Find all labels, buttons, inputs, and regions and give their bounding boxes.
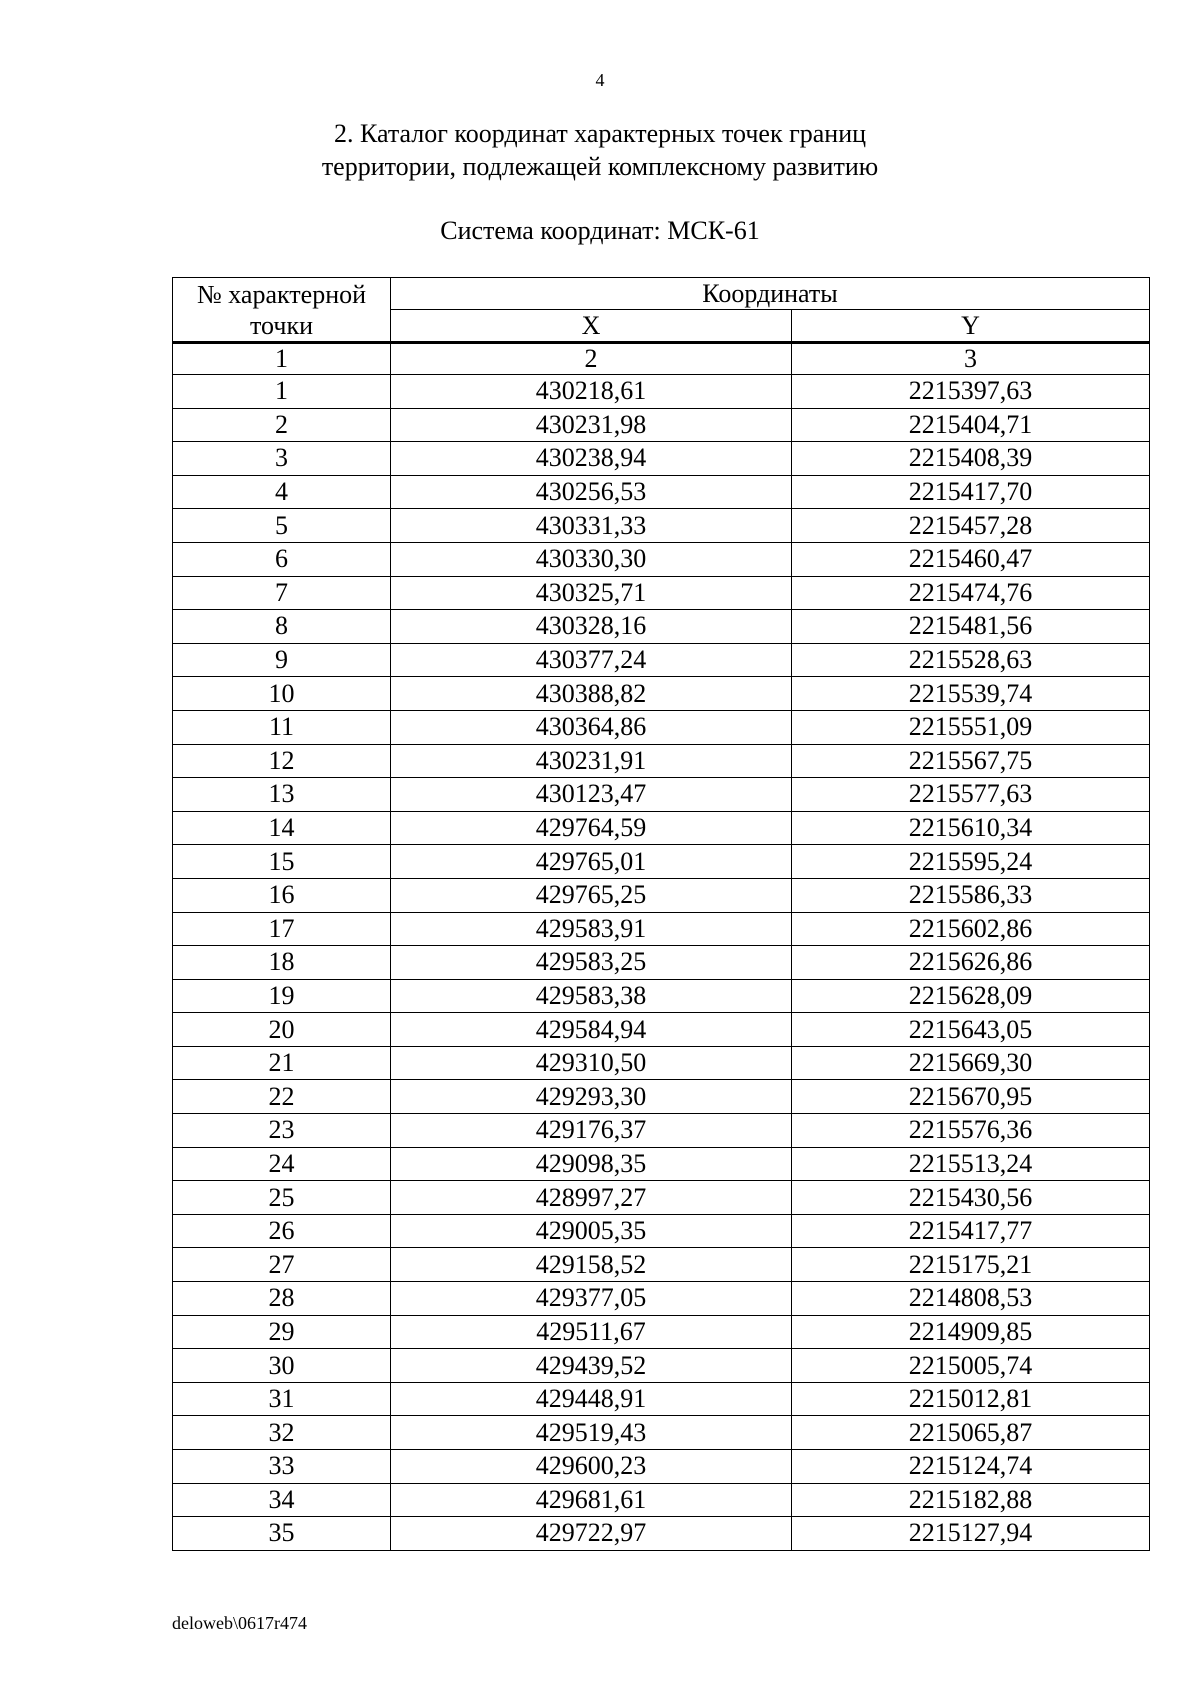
x-coordinate-cell: 429448,91 [391, 1382, 792, 1416]
y-coordinate-cell: 2215577,63 [792, 778, 1150, 812]
header-y: Y [792, 310, 1150, 343]
y-coordinate-cell: 2215474,76 [792, 576, 1150, 610]
x-coordinate-cell: 430123,47 [391, 778, 792, 812]
coordinate-system-label: Система координат: МСК-61 [440, 216, 760, 245]
point-number-cell: 30 [173, 1349, 391, 1383]
header-point-line-2: точки [250, 310, 313, 340]
coordinates-table [172, 277, 1150, 1551]
table-row [173, 710, 1150, 744]
point-number-cell: 7 [173, 576, 391, 610]
header-coordinates: Координаты [391, 278, 1150, 310]
x-coordinate-cell: 430364,86 [391, 710, 792, 744]
header-point-line-1: № характерной [196, 279, 367, 309]
y-coordinate-cell: 2215628,09 [792, 979, 1150, 1013]
table-header [173, 278, 1150, 343]
y-coordinate-cell: 2215669,30 [792, 1046, 1150, 1080]
point-number-cell: 21 [173, 1046, 391, 1080]
y-coordinate-cell: 2215513,24 [792, 1147, 1150, 1181]
title-line-1: 2. Каталог координат характерных точек границ [333, 119, 867, 148]
column-number-row [173, 343, 1150, 375]
x-coordinate-cell: 430331,33 [391, 509, 792, 543]
y-coordinate-cell: 2215602,86 [792, 912, 1150, 946]
x-coordinate-cell: 429511,67 [391, 1315, 792, 1349]
y-coordinate-cell: 2215417,77 [792, 1214, 1150, 1248]
y-coordinate-cell: 2215065,87 [792, 1416, 1150, 1450]
point-number-cell: 35 [173, 1517, 391, 1551]
y-coordinate-cell: 2215397,63 [792, 375, 1150, 409]
x-coordinate-cell: 429583,91 [391, 912, 792, 946]
header-x: X [391, 310, 792, 343]
table-row [173, 878, 1150, 912]
x-coordinate-cell: 430377,24 [391, 643, 792, 677]
y-coordinate-cell: 2215175,21 [792, 1248, 1150, 1282]
x-coordinate-cell: 429765,25 [391, 878, 792, 912]
table-row [173, 610, 1150, 644]
point-number-cell: 12 [173, 744, 391, 778]
point-number-cell: 25 [173, 1181, 391, 1215]
table-row [173, 1013, 1150, 1047]
point-number-cell: 2 [173, 408, 391, 442]
y-coordinate-cell: 2215586,33 [792, 878, 1150, 912]
table-row [173, 1080, 1150, 1114]
y-coordinate-cell: 2215670,95 [792, 1080, 1150, 1114]
point-number-cell: 4 [173, 475, 391, 509]
x-coordinate-cell: 429600,23 [391, 1450, 792, 1484]
y-coordinate-cell: 2215404,71 [792, 408, 1150, 442]
document-title [0, 117, 1200, 183]
table-row [173, 1214, 1150, 1248]
point-number-cell: 32 [173, 1416, 391, 1450]
point-number-cell: 16 [173, 878, 391, 912]
table-row [173, 1114, 1150, 1148]
x-coordinate-cell: 429098,35 [391, 1147, 792, 1181]
table-row [173, 1349, 1150, 1383]
y-coordinate-cell: 2214909,85 [792, 1315, 1150, 1349]
table-row [173, 408, 1150, 442]
x-coordinate-cell: 430231,91 [391, 744, 792, 778]
table-row [173, 1282, 1150, 1316]
y-coordinate-cell: 2215430,56 [792, 1181, 1150, 1215]
x-coordinate-cell: 429439,52 [391, 1349, 792, 1383]
table-row [173, 778, 1150, 812]
table-row [173, 1147, 1150, 1181]
table-row [173, 811, 1150, 845]
column-number: 1 [173, 343, 391, 375]
header-point-number [173, 278, 391, 343]
y-coordinate-cell: 2215124,74 [792, 1450, 1150, 1484]
point-number-cell: 22 [173, 1080, 391, 1114]
column-number: 3 [792, 343, 1150, 375]
y-coordinate-cell: 2215643,05 [792, 1013, 1150, 1047]
y-coordinate-cell: 2215127,94 [792, 1517, 1150, 1551]
column-number: 2 [391, 343, 792, 375]
y-coordinate-cell: 2215576,36 [792, 1114, 1150, 1148]
point-number-cell: 18 [173, 946, 391, 980]
y-coordinate-cell: 2214808,53 [792, 1282, 1150, 1316]
table-row [173, 542, 1150, 576]
table-row [173, 442, 1150, 476]
point-number-cell: 1 [173, 375, 391, 409]
x-coordinate-cell: 429584,94 [391, 1013, 792, 1047]
table-row [173, 912, 1150, 946]
x-coordinate-cell: 430238,94 [391, 442, 792, 476]
x-coordinate-cell: 429176,37 [391, 1114, 792, 1148]
page-number: 4 [595, 70, 605, 90]
x-coordinate-cell: 430231,98 [391, 408, 792, 442]
x-coordinate-cell: 429519,43 [391, 1416, 792, 1450]
point-number-cell: 24 [173, 1147, 391, 1181]
table-body [173, 343, 1150, 1551]
point-number-cell: 27 [173, 1248, 391, 1282]
x-coordinate-cell: 429310,50 [391, 1046, 792, 1080]
y-coordinate-cell: 2215610,34 [792, 811, 1150, 845]
y-coordinate-cell: 2215457,28 [792, 509, 1150, 543]
point-number-cell: 19 [173, 979, 391, 1013]
table-row [173, 1046, 1150, 1080]
point-number-cell: 34 [173, 1483, 391, 1517]
point-number-cell: 6 [173, 542, 391, 576]
y-coordinate-cell: 2215417,70 [792, 475, 1150, 509]
point-number-cell: 13 [173, 778, 391, 812]
table-row [173, 946, 1150, 980]
y-coordinate-cell: 2215005,74 [792, 1349, 1150, 1383]
y-coordinate-cell: 2215481,56 [792, 610, 1150, 644]
table-row [173, 979, 1150, 1013]
table-row [173, 1517, 1150, 1551]
table-row [173, 509, 1150, 543]
title-line-2: территории, подлежащей комплексному развитию [321, 152, 879, 181]
x-coordinate-cell: 429158,52 [391, 1248, 792, 1282]
point-number-cell: 17 [173, 912, 391, 946]
x-coordinate-cell: 429005,35 [391, 1214, 792, 1248]
table-row [173, 1483, 1150, 1517]
point-number-cell: 3 [173, 442, 391, 476]
y-coordinate-cell: 2215408,39 [792, 442, 1150, 476]
x-coordinate-cell: 429583,25 [391, 946, 792, 980]
y-coordinate-cell: 2215460,47 [792, 542, 1150, 576]
point-number-cell: 28 [173, 1282, 391, 1316]
point-number-cell: 11 [173, 710, 391, 744]
point-number-cell: 14 [173, 811, 391, 845]
point-number-cell: 9 [173, 643, 391, 677]
table-row [173, 576, 1150, 610]
y-coordinate-cell: 2215567,75 [792, 744, 1150, 778]
x-coordinate-cell: 429722,97 [391, 1517, 792, 1551]
x-coordinate-cell: 430388,82 [391, 677, 792, 711]
table-row [173, 845, 1150, 879]
x-coordinate-cell: 430328,16 [391, 610, 792, 644]
x-coordinate-cell: 429377,05 [391, 1282, 792, 1316]
y-coordinate-cell: 2215539,74 [792, 677, 1150, 711]
point-number-cell: 31 [173, 1382, 391, 1416]
x-coordinate-cell: 429681,61 [391, 1483, 792, 1517]
table-row [173, 643, 1150, 677]
table-row [173, 1248, 1150, 1282]
y-coordinate-cell: 2215012,81 [792, 1382, 1150, 1416]
table-row [173, 744, 1150, 778]
table-row [173, 677, 1150, 711]
table-row [173, 475, 1150, 509]
x-coordinate-cell: 429765,01 [391, 845, 792, 879]
table-row [173, 1382, 1150, 1416]
table-row [173, 375, 1150, 409]
x-coordinate-cell: 430330,30 [391, 542, 792, 576]
footer-document-ref: deloweb\0617r474 [172, 1613, 307, 1633]
x-coordinate-cell: 429293,30 [391, 1080, 792, 1114]
point-number-cell: 26 [173, 1214, 391, 1248]
y-coordinate-cell: 2215182,88 [792, 1483, 1150, 1517]
x-coordinate-cell: 430325,71 [391, 576, 792, 610]
table-row [173, 1416, 1150, 1450]
point-number-cell: 29 [173, 1315, 391, 1349]
point-number-cell: 33 [173, 1450, 391, 1484]
y-coordinate-cell: 2215528,63 [792, 643, 1150, 677]
table-row [173, 1181, 1150, 1215]
y-coordinate-cell: 2215595,24 [792, 845, 1150, 879]
x-coordinate-cell: 428997,27 [391, 1181, 792, 1215]
point-number-cell: 10 [173, 677, 391, 711]
point-number-cell: 20 [173, 1013, 391, 1047]
y-coordinate-cell: 2215551,09 [792, 710, 1150, 744]
x-coordinate-cell: 429764,59 [391, 811, 792, 845]
x-coordinate-cell: 430256,53 [391, 475, 792, 509]
point-number-cell: 23 [173, 1114, 391, 1148]
point-number-cell: 5 [173, 509, 391, 543]
table-row [173, 1315, 1150, 1349]
point-number-cell: 15 [173, 845, 391, 879]
table-row [173, 1450, 1150, 1484]
x-coordinate-cell: 429583,38 [391, 979, 792, 1013]
point-number-cell: 8 [173, 610, 391, 644]
x-coordinate-cell: 430218,61 [391, 375, 792, 409]
y-coordinate-cell: 2215626,86 [792, 946, 1150, 980]
